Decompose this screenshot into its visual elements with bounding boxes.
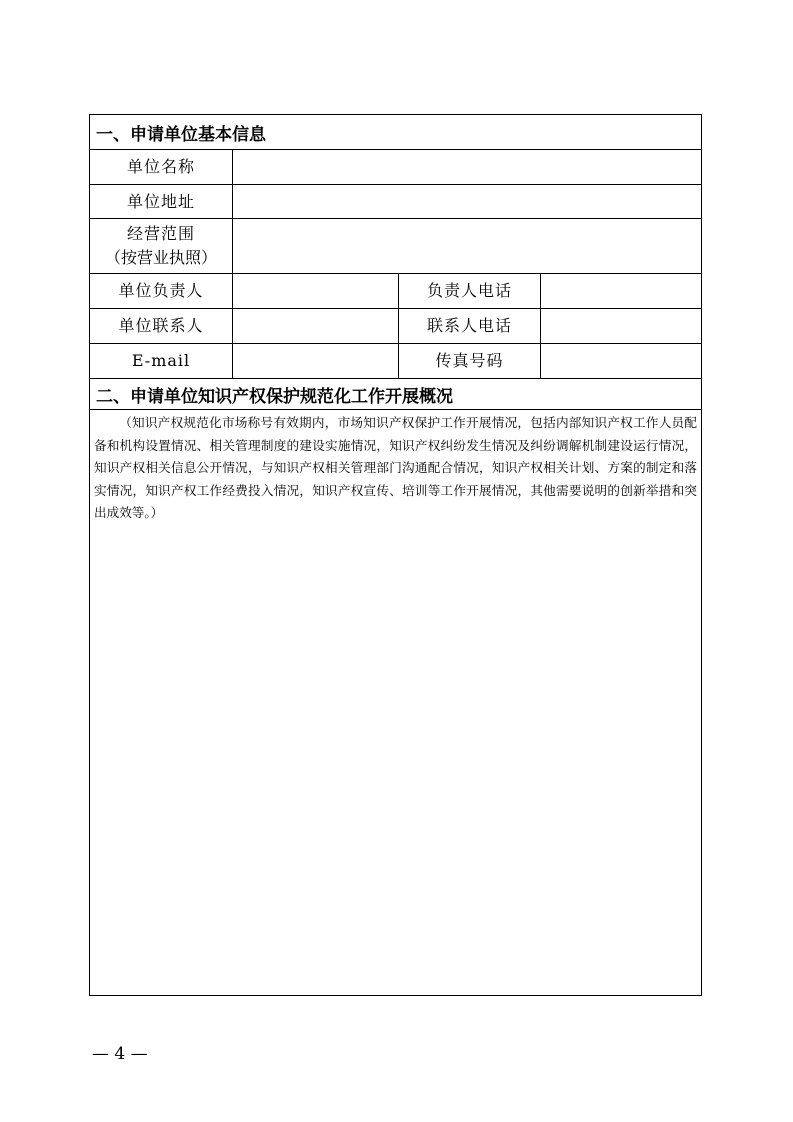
- label-business-scope: [90, 219, 232, 273]
- row-leader: [90, 274, 701, 309]
- input-unit-leader[interactable]: [232, 274, 398, 308]
- row-email-fax: [90, 344, 701, 379]
- row-business-scope: [90, 219, 701, 274]
- row-unit-name: [90, 150, 701, 185]
- row-unit-address: [90, 185, 701, 219]
- input-unit-contact[interactable]: [232, 309, 398, 343]
- input-leader-phone[interactable]: [540, 274, 701, 308]
- input-email[interactable]: [232, 344, 398, 378]
- label-business-scope-line1: 经营范围: [126, 224, 195, 243]
- input-unit-address[interactable]: [232, 185, 701, 218]
- row-contact: [90, 309, 701, 344]
- input-business-scope[interactable]: [232, 219, 701, 273]
- label-leader-phone: 负责人电话: [398, 274, 540, 308]
- label-unit-leader: 单位负责人: [118, 281, 204, 300]
- label-unit-address: 单位地址: [126, 191, 195, 211]
- label-email: E-mail: [131, 351, 191, 370]
- label-business-scope-line2: （按营业执照）: [104, 248, 217, 267]
- page-number: — 4 —: [92, 1044, 148, 1064]
- section2-description[interactable]: （知识产权规范化市场称号有效期内，市场知识产权保护工作开展情况，包括内部知识产权工作人员配备和机构设置情况、相关管理制度的建设实施情况，知识产权纠纷发生情况及纠纷调解机制建设运行情况，知识产权相关信息公开情况，与知识产权相关管理部门沟通配合情况，知识产权相关计划、方案的制定和落实情况，知识产权工作经费投入情况，知识产权宣传、培训等工作开展情况，其他需要说明的创新举措和突出成效等。）: [94, 415, 697, 521]
- label-unit-contact: 单位联系人: [118, 316, 204, 335]
- section2-title: 二、申请单位知识产权保护规范化工作开展概况: [90, 379, 701, 410]
- input-contact-phone[interactable]: [540, 309, 701, 343]
- label-fax: 传真号码: [398, 344, 540, 378]
- application-form: [89, 114, 702, 996]
- section1-title: 一、申请单位基本信息: [90, 115, 701, 150]
- input-fax[interactable]: [540, 344, 701, 378]
- label-contact-phone: 联系人电话: [398, 309, 540, 343]
- label-unit-name: 单位名称: [126, 157, 195, 176]
- input-unit-name[interactable]: [232, 150, 701, 184]
